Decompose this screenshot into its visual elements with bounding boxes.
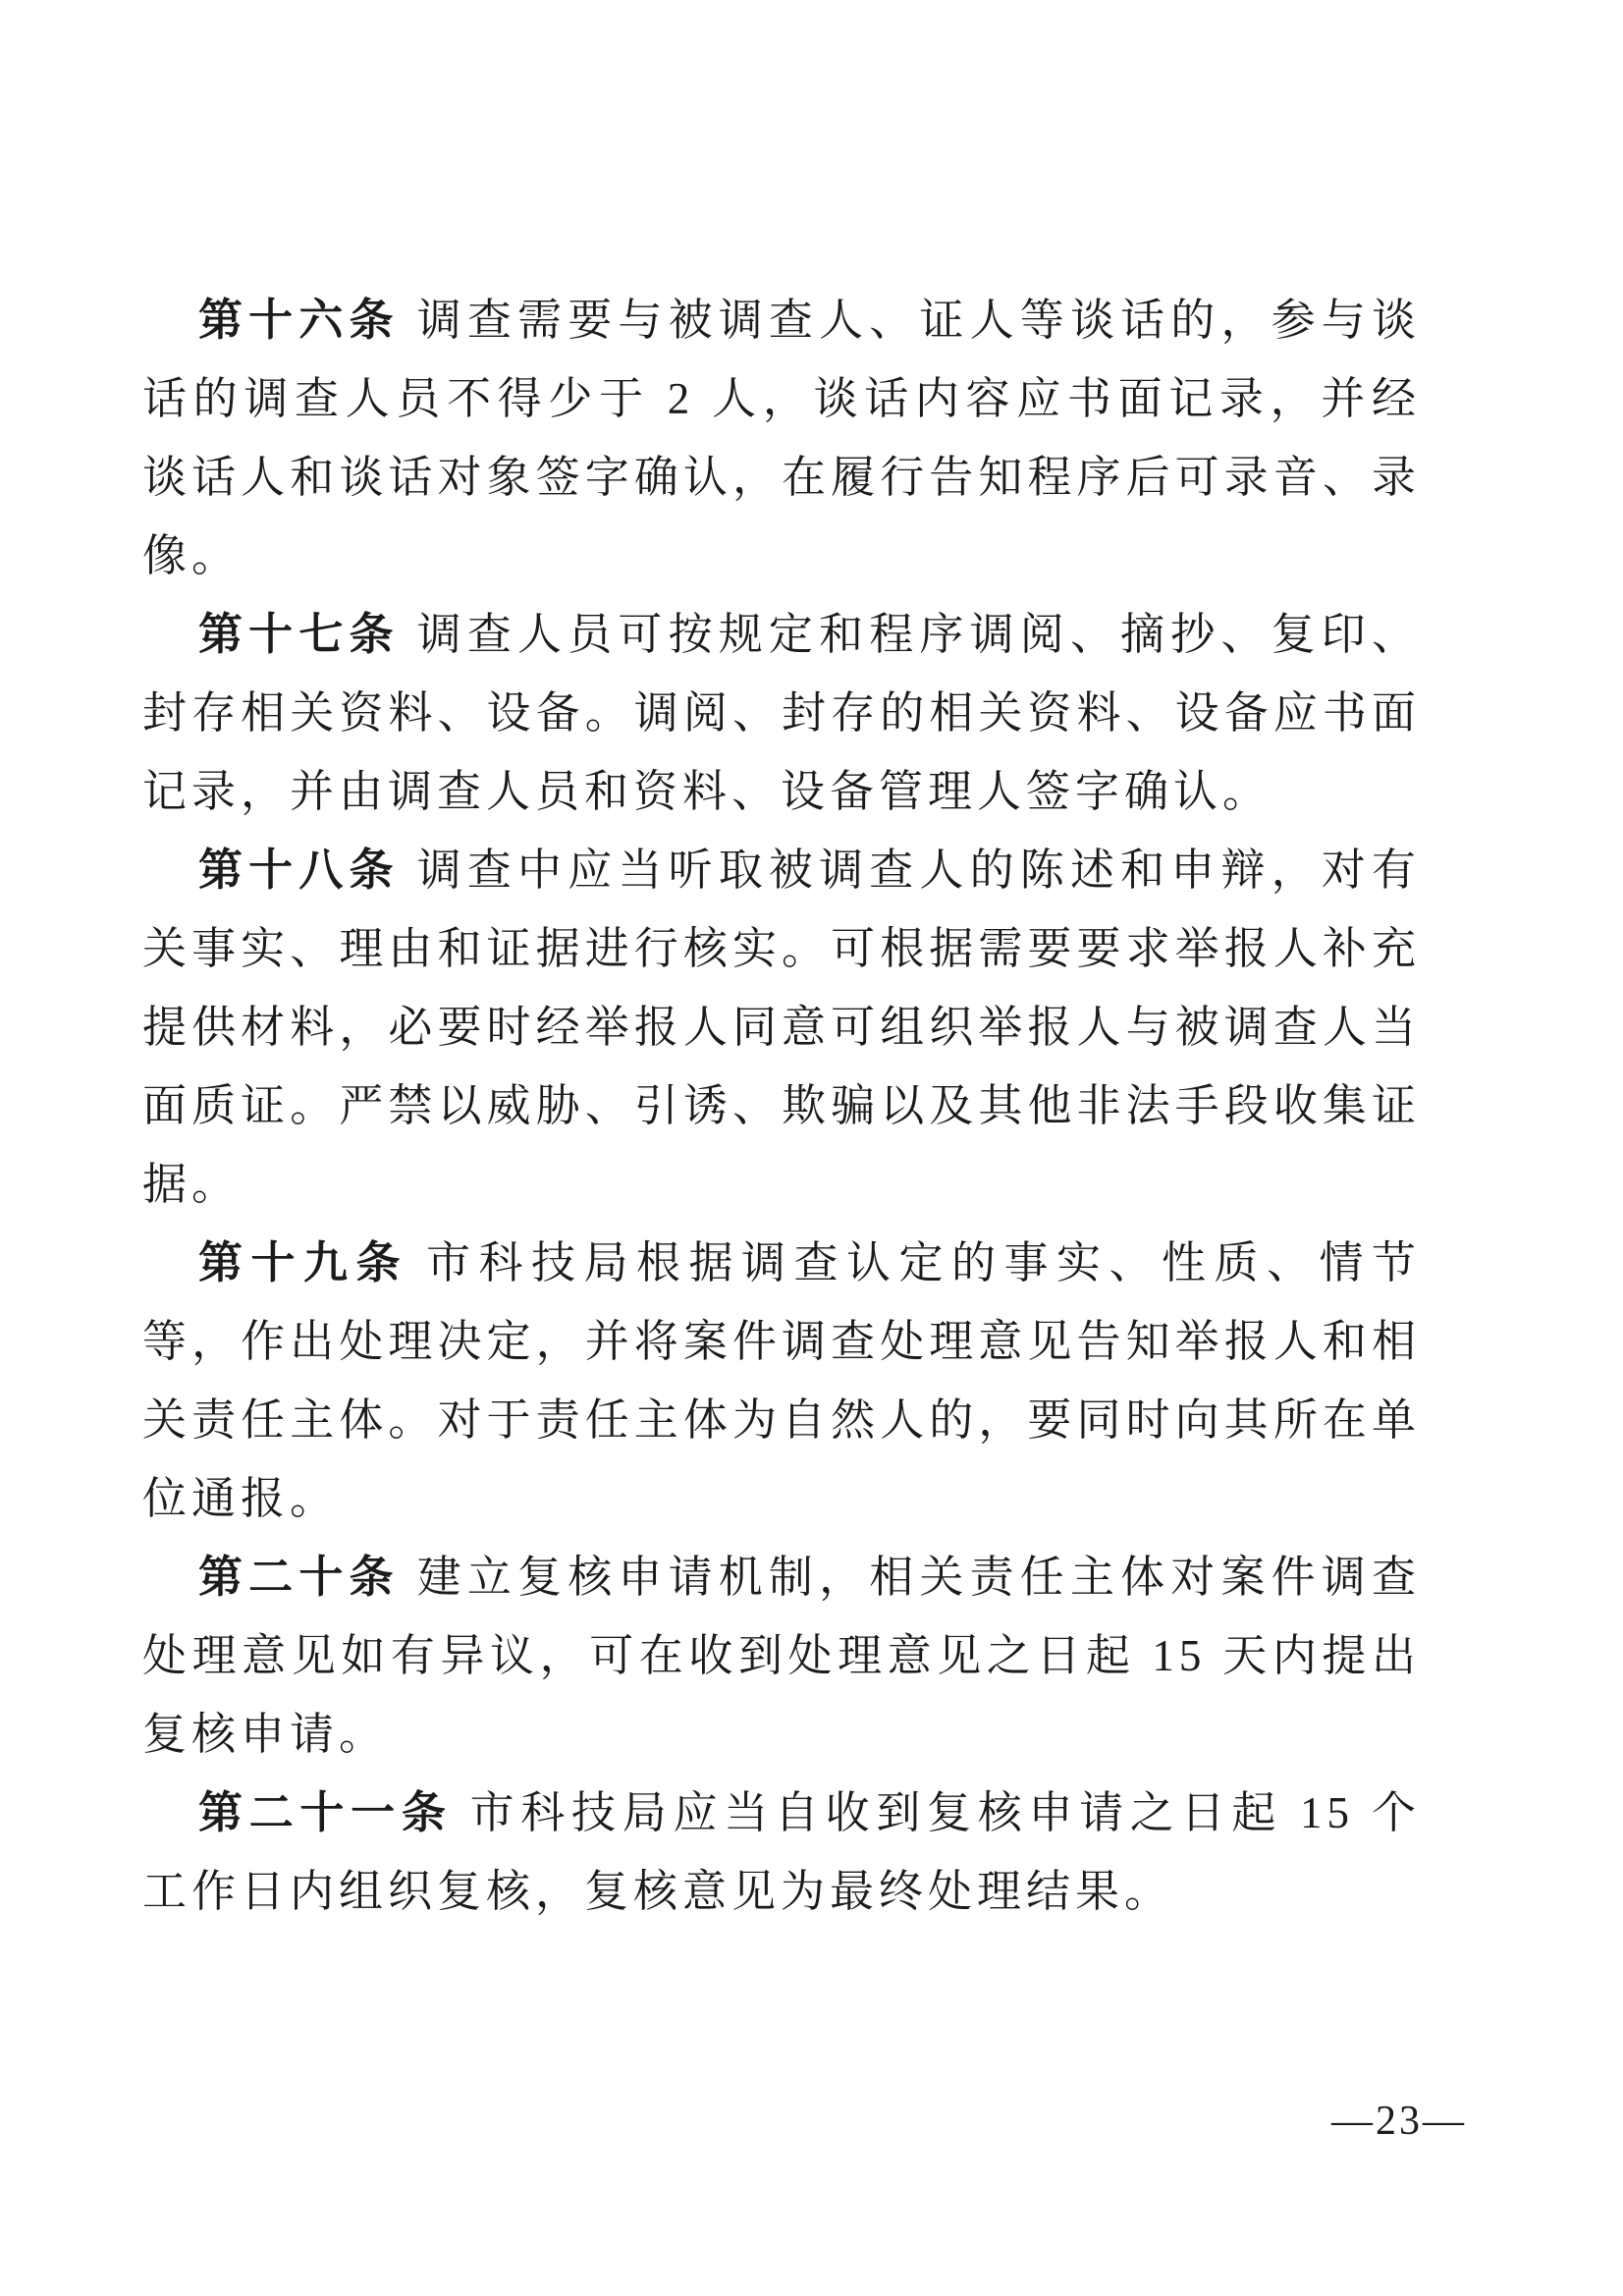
article-21 (142, 1774, 1421, 1931)
article-17-text: 调查人员可按规定和程序调阅、摘抄、复印、封存相关资料、设备。调阅、封存的相关资料、设备应书面记录，并由调查人员和资料、设备管理人签字确认。 (142, 610, 1421, 816)
article-21-text: 市科技局应当自收到复核申请之日起 15 个工作日内组织复核，复核意见为最终处理结果。 (142, 1788, 1421, 1916)
article-16-text: 调查需要与被调查人、证人等谈话的，参与谈话的调查人员不得少于 2 人，谈话内容应书面记录，并经谈话人和谈话对象签字确认，在履行告知程序后可录音、录像。 (142, 296, 1421, 580)
document-body (142, 281, 1421, 1931)
page-number-text: —23— (1331, 2099, 1467, 2144)
article-20-text: 建立复核申请机制，相关责任主体对案件调查处理意见如有异议，可在收到处理意见之日起 15 天内提出复核申请。 (142, 1553, 1421, 1759)
article-16-number: 第十六条 (198, 295, 400, 345)
article-19 (142, 1224, 1421, 1538)
article-18-text: 调查中应当听取被调查人的陈述和申辩，对有关事实、理由和证据进行核实。可根据需要要求举报人补充提供材料，必要时经举报人同意可组织举报人与被调查人当面质证。严禁以威胁、引诱、欺骗以及其他非法手段收集证据。 (142, 846, 1421, 1209)
article-20-number: 第二十条 (198, 1552, 400, 1602)
article-18-number: 第十八条 (198, 845, 400, 895)
article-19-number: 第十九条 (198, 1237, 408, 1287)
article-18 (142, 831, 1421, 1224)
article-20 (142, 1538, 1421, 1774)
article-16 (142, 281, 1421, 595)
article-17-number: 第十七条 (198, 609, 400, 659)
page-number (1331, 2098, 1467, 2145)
article-21-number: 第二十一条 (198, 1787, 453, 1837)
article-17 (142, 595, 1421, 831)
article-19-text: 市科技局根据调查认定的事实、性质、情节等，作出处理决定，并将案件调查处理意见告知举报人和相关责任主体。对于责任主体为自然人的，要同时向其所在单位通报。 (142, 1238, 1421, 1523)
